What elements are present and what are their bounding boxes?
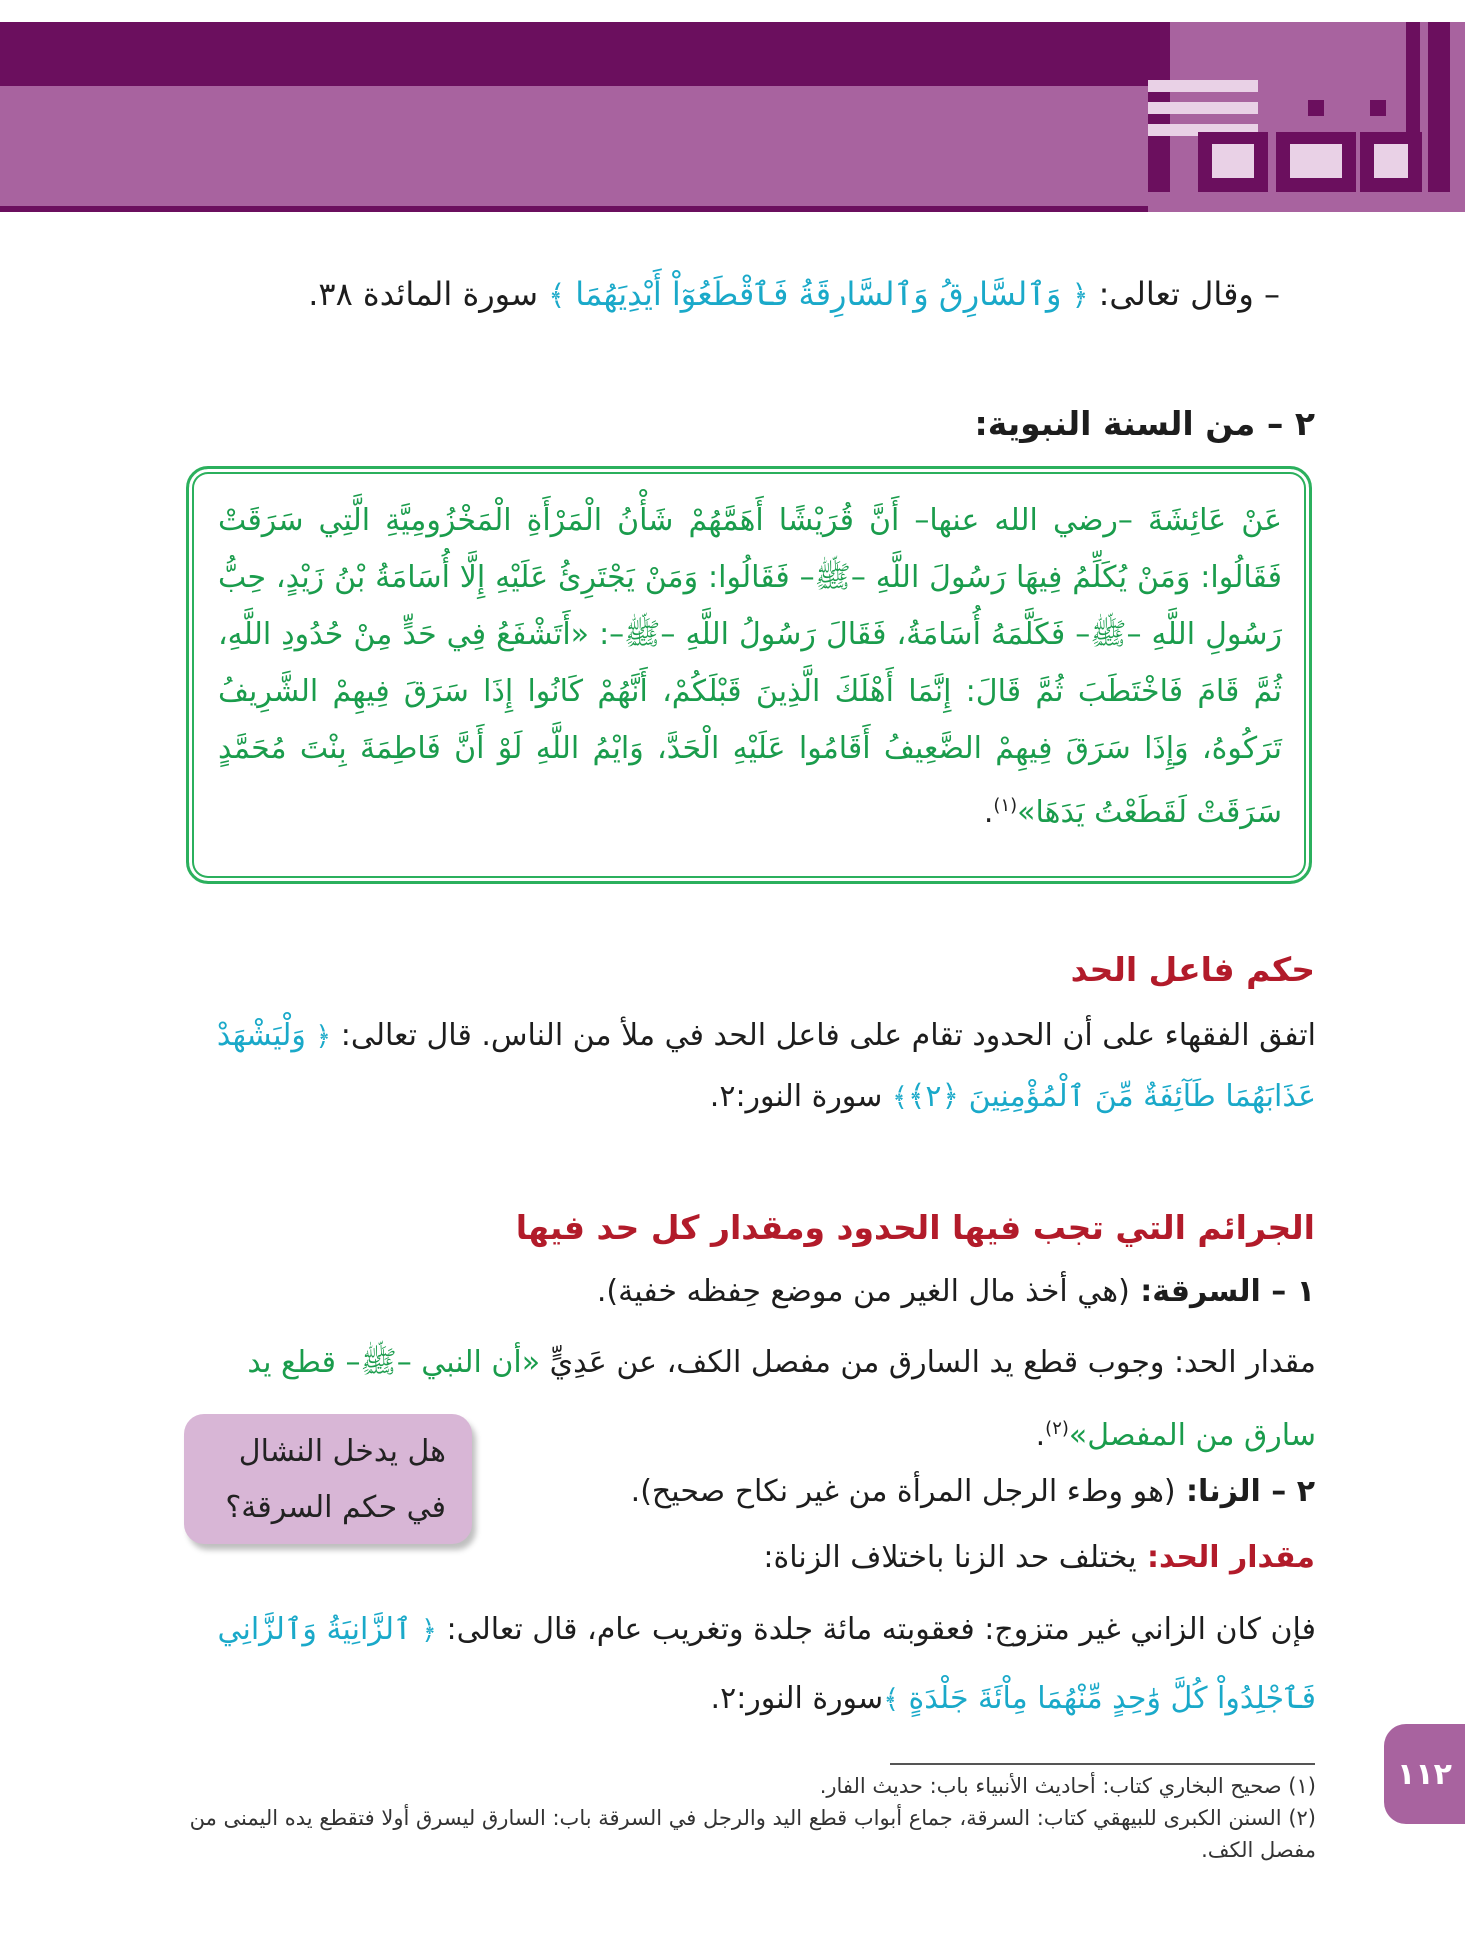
ayah-number: ﴿٢﴾ <box>907 1079 960 1114</box>
footnote-mark-2: (٢) <box>1045 1418 1069 1439</box>
unmarried-reference: سورة النور:٢. <box>710 1681 884 1716</box>
hadith-text <box>218 492 1282 841</box>
zina-definition <box>500 1462 1315 1522</box>
hadith-end: . <box>983 795 994 830</box>
quran-open-bracket: ﴿ <box>1071 278 1089 312</box>
quran-close-bracket: ﴾ <box>548 278 566 312</box>
footnote-2: (٢) السنن الكبرى للبيهقي كتاب: السرقة، جماع أبواب قطع اليد والرجل في السرقة باب: السارق ليسرق أولا فتقطع يده اليمنى من مفصل الكف. <box>189 1806 1316 1862</box>
ruling-reference: سورة النور:٢. <box>709 1079 892 1114</box>
theft-def: (هي أخذ مال الغير من موضع حِفظه خفية). <box>596 1274 1130 1309</box>
theft-penalty-text: مقدار الحد: وجوب قطع يد السارق من مفصل الكف، عن عَدِيٍّ <box>540 1345 1316 1380</box>
ruling-heading: حكم فاعل الحد <box>1070 950 1315 989</box>
ruling-paragraph <box>170 1006 1316 1128</box>
zina-penalty-text: يختلف حد الزنا باختلاف الزناة: <box>763 1540 1137 1575</box>
footnote-1: (١) صحيح البخاري كتاب: أحاديث الأنبياء باب: حديث الفار. <box>819 1774 1316 1798</box>
sunnah-heading: ٢ – من السنة النبوية: <box>974 404 1315 443</box>
zina-def: (هو وطء الرجل المرأة من غير نكاح صحيح). <box>630 1474 1176 1509</box>
quran-text: وَٱلسَّارِقُ وَٱلسَّارِقَةُ فَٱقْطَعُوٓاْ أَيْدِيَهُمَا <box>565 275 1072 313</box>
theft-definition <box>500 1262 1315 1322</box>
verse-al-maidah <box>300 270 1280 319</box>
quran-open-bracket: ﴿ <box>421 1615 437 1646</box>
theft-label: ١ – السرقة: <box>1129 1274 1315 1309</box>
verse-reference: سورة المائدة ٣٨. <box>308 275 549 313</box>
page-number: ١١٢ <box>1384 1724 1465 1824</box>
hadith-body: عَنْ عَائِشَةَ –رضي الله عنها– أَنَّ قُرَيْشًا أَهَمَّهُمْ شَأْنُ الْمَرْأَةِ الْمَخْزُومِيَّةِ الَّتِي سَرَقَتْ فَقَالُوا: وَمَنْ يُكَلِّمُ فِيهَا رَسُولَ اللَّهِ –ﷺ– فَقَالُوا: وَمَنْ يَجْتَرِئُ عَلَيْهِ إِلَّا أُسَامَةُ بْنُ زَيْدٍ، حِبُّ رَسُولِ اللَّهِ –ﷺ– فَكَلَّمَهُ أُسَامَةُ، فَقَالَ رَسُولُ اللَّهِ –ﷺ–: «أَتَشْفَعُ فِي حَدٍّ مِنْ حُدُودِ اللَّهِ، ثُمَّ قَامَ فَاخْتَطَبَ ثُمَّ قَالَ: إِنَّمَا أَهْلَكَ الَّذِينَ قَبْلَكُمْ، أَنَّهُمْ كَانُوا إِذَا سَرَقَ فِيهِمْ الشَّرِيفُ تَرَكُوهُ، وَإِذَا سَرَقَ فِيهِمْ الضَّعِيفُ أَقَامُوا عَلَيْهِ الْحَدَّ، وَايْمُ اللَّهِ لَوْ أَنَّ فَاطِمَةَ بِنْتَ مُحَمَّدٍ سَرَقَتْ لَقَطَعْتُ يَدَهَا» <box>218 503 1282 830</box>
unmarried-text: فإن كان الزاني غير متزوج: فعقوبته مائة جلدة وتغريب عام، قال تعالى: <box>436 1612 1316 1647</box>
verse-lead: – وقال تعالى: <box>1088 275 1280 313</box>
theft-hadith: «أن النبي –ﷺ– قطع يد سارق من المفصل» <box>247 1345 1316 1453</box>
quran-close-bracket: ﴾ <box>883 1684 900 1715</box>
footnotes <box>186 1770 1316 1866</box>
footnote-divider <box>890 1763 1315 1765</box>
quran-text: وَلْيَشْهَدْ عَذَابَهُمَا طَآئِفَةٌ مِّنَ ٱلْمُؤْمِنِينَ <box>216 1018 1316 1114</box>
zina-penalty-label: مقدار الحد: <box>1136 1540 1315 1575</box>
question-box: هل يدخل النشال في حكم السرقة؟ <box>184 1414 472 1544</box>
footnote-mark-1: (١) <box>993 795 1018 816</box>
quran-text: ٱلزَّانِيَةُ وَٱلزَّانِي فَٱجْلِدُواْ كُلَّ وَٰحِدٍ مِّنْهُمَا مِاْئَةَ جَلْدَةٍ <box>217 1612 1316 1716</box>
unmarried-penalty <box>170 1596 1316 1734</box>
zina-penalty <box>500 1528 1315 1588</box>
crimes-heading: الجرائم التي تجب فيها الحدود ومقدار كل حد فيها <box>515 1208 1315 1247</box>
zina-label: ٢ – الزنا: <box>1175 1474 1315 1509</box>
ruling-text: اتفق الفقهاء على أن الحدود تقام على فاعل الحد في ملأ من الناس. قال تعالى: <box>331 1018 1316 1053</box>
quran-close-bracket: ﴾ <box>891 1082 908 1113</box>
subject-logo <box>1148 22 1465 212</box>
quran-open-bracket: ﴿ <box>315 1021 332 1052</box>
theft-penalty-end: . <box>1035 1418 1046 1453</box>
